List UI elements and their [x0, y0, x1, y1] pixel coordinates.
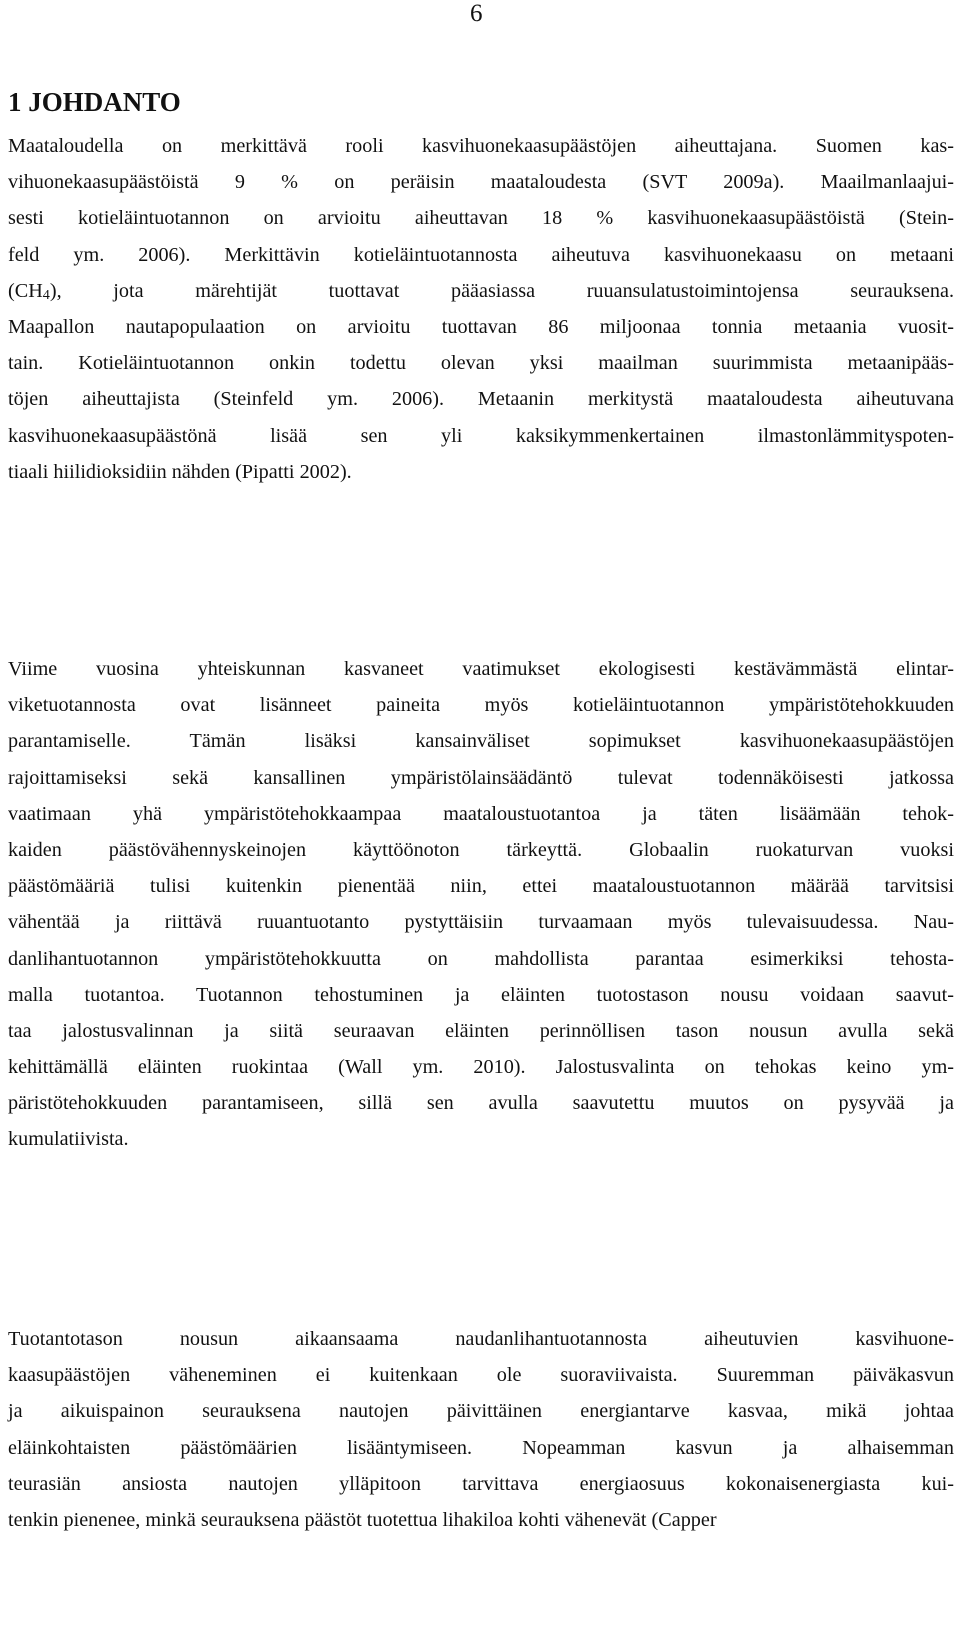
text-line: danlihantuotannon ympäristötehokkuutta on mahdollista parantaa esimerkiksi tehosta-	[8, 947, 954, 970]
text-line: viketuotannosta ovat lisänneet paineita myös kotieläintuotannon ympäristötehokkuuden	[8, 694, 954, 717]
text-line: päristötehokkuuden parantamiseen, sillä sen avulla saavutettu muutos on pysyvää ja	[8, 1092, 954, 1115]
text-line: teurasiän ansiosta nautojen ylläpitoon tarvittava energiaosuus kokonaisenergiasta kui-	[8, 1472, 954, 1495]
section-heading: 1 JOHDANTO	[8, 87, 181, 117]
text-line: $(CH_4)$, jota märehtijät tuottavat pääasiassa ruuansulatustoimintojensa seurauksena.	[8, 279, 954, 303]
text-line: kumulatiivista.	[8, 1128, 129, 1151]
text-line: Maataloudella on merkittävä rooli kasvihuonekaasupäästöjen aiheuttajana. Suomen kas-	[8, 135, 954, 157]
text-line: feld ym. 2006). Merkittävin kotieläintuotannosta aiheutuva kasvihuonekaasu on metaani	[8, 243, 954, 266]
text-line: ja aikuispainon seurauksena nautojen päivittäinen energiantarve kasvaa, mikä johtaa	[8, 1400, 954, 1423]
text-line: tiaali hiilidioksidiin nähden (Pipatti 2002).	[8, 460, 352, 483]
text-line: töjen aiheuttajista (Steinfeld ym. 2006). Metaanin merkitystä maataloudesta aiheutuvana	[8, 388, 954, 411]
paragraph-3	[8, 1321, 954, 1538]
text-line: taa jalostusvalinnan ja siitä seuraavan eläinten perinnöllisen tason nousun avulla sekä	[8, 1019, 954, 1042]
text-line: päästömääriä tulisi kuitenkin pienentää niin, ettei maataloustuotannon määrää tarvitsisi	[8, 875, 954, 898]
text-line: kehittämällä eläinten ruokintaa (Wall ym. 2010). Jalostusvalinta on tehokas keino ym-	[8, 1056, 954, 1079]
text-line: tain. Kotieläintuotannon onkin todettu olevan yksi maailman suurimmista metaanipääs-	[8, 352, 954, 375]
paragraph-1	[8, 128, 954, 490]
text-line: rajoittamiseksi sekä kansallinen ympäristölainsäädäntö tulevat todennäköisesti jatkossa	[8, 766, 954, 789]
text-line: vähentää ja riittävä ruuantuotanto pystyttäisiin turvaamaan myös tulevaisuudessa. Nau-	[8, 911, 954, 934]
text-line: tenkin pienenee, minkä seurauksena päästöt tuotettua lihakiloa kohti vähenevät (Capper	[8, 1508, 717, 1531]
text-line: kaiden päästövähennyskeinojen käyttöönoton tärkeyttä. Globaalin ruokaturvan vuoksi	[8, 838, 954, 861]
text-line: eläinkohtaisten päästömäärien lisääntymiseen. Nopeamman kasvun ja alhaisemman	[8, 1436, 954, 1459]
paragraph-2	[8, 651, 954, 1158]
text-line: Maapallon nautapopulaation on arvioitu tuottavan 86 miljoonaa tonnia metaania vuosit-	[8, 315, 954, 338]
page-number: 6	[470, 0, 483, 27]
text-line: kasvihuonekaasupäästönä lisää sen yli kaksikymmenkertainen ilmastonlämmityspoten-	[8, 424, 954, 447]
text-line: parantamiselle. Tämän lisäksi kansainväliset sopimukset kasvihuonekaasupäästöjen	[8, 730, 954, 753]
text-line: malla tuotantoa. Tuotannon tehostuminen ja eläinten tuotostason nousu voidaan saavut-	[8, 983, 954, 1006]
text-line: Viime vuosina yhteiskunnan kasvaneet vaatimukset ekologisesti kestävämmästä elintar-	[8, 658, 954, 680]
text-line: Tuotantotason nousun aikaansaama naudanlihantuotannosta aiheutuvien kasvihuone-	[8, 1328, 954, 1350]
text-line: vihuonekaasupäästöistä 9 % on peräisin maataloudesta (SVT 2009a). Maailmanlaajui-	[8, 171, 954, 194]
text-line: sesti kotieläintuotannon on arvioitu aiheuttavan 18 % kasvihuonekaasupäästöistä (Stein-	[8, 207, 954, 230]
text-line: vaatimaan yhä ympäristötehokkaampaa maataloustuotantoa ja täten lisäämään tehok-	[8, 802, 954, 825]
text-line: kaasupäästöjen väheneminen ei kuitenkaan ole suoraviivaista. Suuremman päiväkasvun	[8, 1364, 954, 1387]
